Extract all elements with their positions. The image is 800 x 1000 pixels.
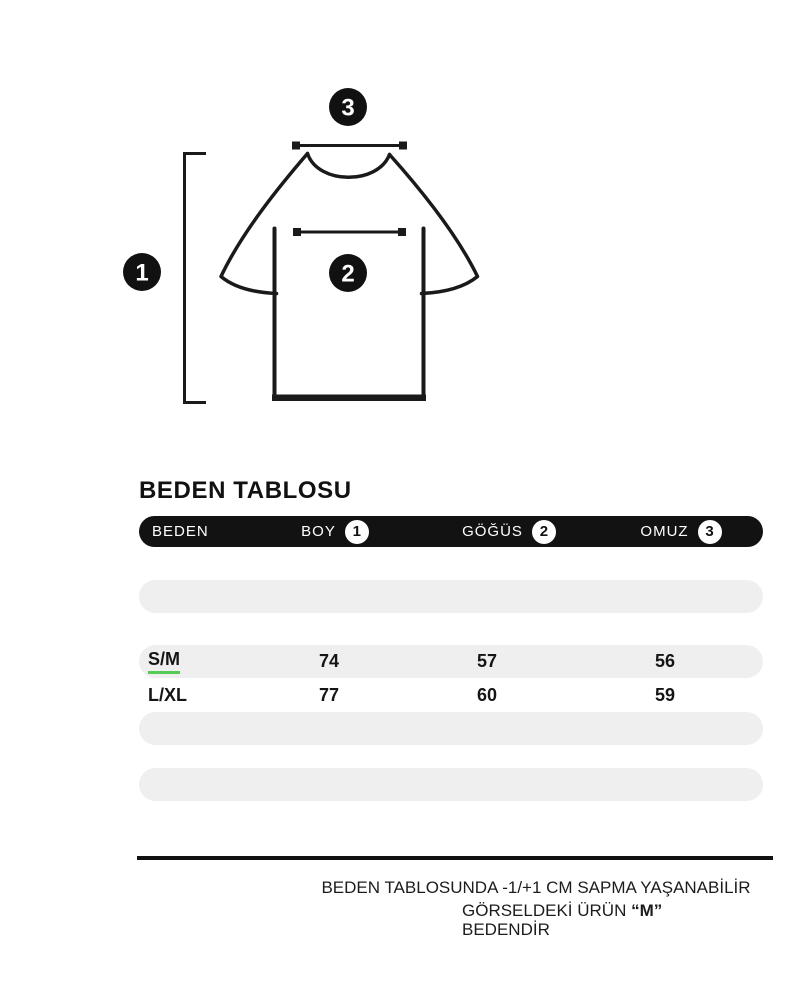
header-marker-3-chip: 3 [698, 520, 722, 544]
marker-3-badge [329, 88, 367, 126]
row-sm-gogus-value: 57 [476, 651, 498, 671]
header-marker-2-chip: 2 [532, 520, 556, 544]
row-sm-omuz-value: 56 [654, 651, 676, 671]
svg-text:2: 2 [341, 260, 355, 288]
row-lxl-boy-value: 77 [318, 685, 340, 705]
header-col-gogus-label: GÖĞÜS [462, 523, 523, 540]
model-size-note [462, 901, 662, 921]
row-sm-size-cell: S/M [148, 645, 180, 678]
model-size-note-suffix: BEDENDİR [462, 920, 550, 939]
header-marker-1-chip: 1 [345, 520, 369, 544]
size-table-title: BEDEN TABLOSU [139, 477, 352, 504]
row-lxl-gogus-value: 60 [476, 685, 498, 705]
empty-row-stripe [139, 712, 763, 745]
tolerance-note: BEDEN TABLOSUNDA -1/+1 CM SAPMA YAŞANABİLİR [321, 878, 751, 897]
tshirt-measurement-diagram [0, 0, 800, 460]
header-col-gogus [439, 516, 579, 547]
header-size-label: BEDEN [152, 523, 209, 540]
svg-text:3: 3 [341, 94, 355, 122]
table-row-lxl [139, 679, 763, 712]
svg-text:1: 1 [135, 259, 149, 287]
header-col-omuz-label: OMUZ [640, 523, 689, 540]
marker-1-badge [123, 253, 161, 291]
empty-row-stripe [139, 768, 763, 801]
header-col-boy-label: BOY [301, 523, 336, 540]
shoulder-measure-line [292, 142, 407, 150]
row-lxl-size-cell: L/XL [148, 685, 187, 705]
footer-separator-line [137, 856, 773, 860]
length-bracket-line [185, 154, 207, 403]
header-col-boy [275, 516, 395, 547]
tshirt-hem [272, 395, 426, 402]
table-row-sm [139, 645, 763, 678]
empty-row-stripe [139, 580, 763, 613]
row-sm-boy-value: 74 [318, 651, 340, 671]
size-table-header [139, 516, 763, 547]
model-size-note-size: “M” [631, 901, 663, 920]
chest-measure-line [293, 228, 406, 236]
row-lxl-omuz-value: 59 [654, 685, 676, 705]
header-col-omuz [611, 516, 751, 547]
marker-2-badge [329, 254, 367, 292]
model-size-note-prefix: GÖRSELDEKİ ÜRÜN [462, 901, 627, 920]
